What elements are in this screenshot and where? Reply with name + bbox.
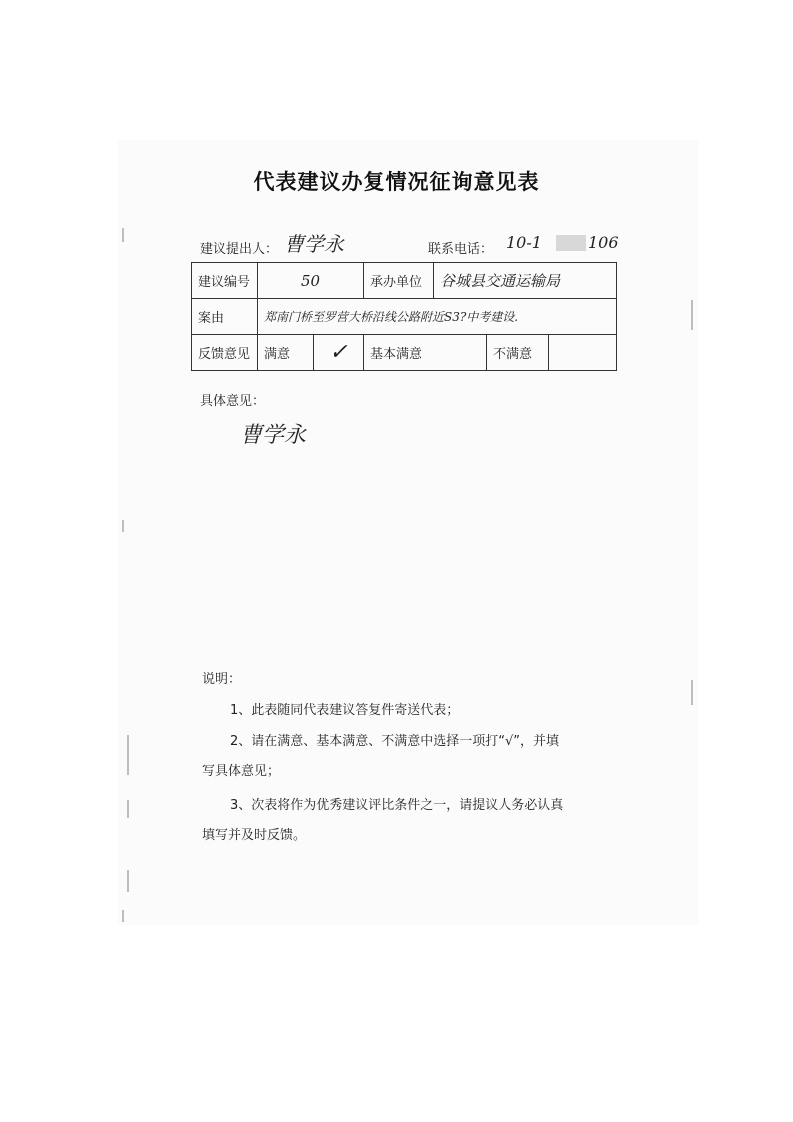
satisfied-check-mark: ✓	[314, 335, 364, 371]
scan-edge-mark	[127, 870, 129, 892]
basic-satisfied-label: 基本满意	[364, 335, 487, 371]
phone-label: 联系电话：	[428, 242, 494, 257]
unsatisfied-label: 不满意	[487, 335, 549, 371]
number-value: 50	[258, 263, 364, 299]
scan-edge-mark	[127, 735, 129, 775]
satisfied-label: 满意	[258, 335, 314, 371]
scan-edge-mark	[122, 228, 124, 242]
feedback-form-table	[191, 262, 617, 371]
unit-value: 谷城县交通运输局	[434, 263, 617, 299]
note-item-2-line-1: 2、请在满意、基本满意、不满意中选择一项打“√”，并填	[230, 734, 560, 749]
case-value: 郑南门桥至罗营大桥沿线公路附近S3?中考建设.	[258, 299, 617, 335]
scan-edge-mark	[691, 300, 693, 330]
note-item-3-line-1: 3、次表将作为优秀建议评比条件之一，请提议人务必认真	[230, 798, 564, 813]
opinion-label: 具体意见：	[200, 394, 266, 409]
unsatisfied-check-cell	[549, 335, 617, 371]
proposer-label: 建议提出人：	[200, 242, 279, 257]
proposer-signature: 曹学永	[284, 232, 344, 256]
scan-edge-mark	[122, 520, 124, 532]
notes-heading: 说明：	[202, 672, 242, 687]
table-row	[192, 335, 617, 371]
case-label: 案由	[192, 299, 258, 335]
unit-label: 承办单位	[364, 263, 434, 299]
note-item-2-line-2: 写具体意见；	[202, 764, 281, 779]
phone-number-end: 106	[588, 233, 619, 252]
number-label: 建议编号	[192, 263, 258, 299]
phone-redaction	[556, 235, 586, 251]
scan-edge-mark	[691, 680, 693, 705]
scan-edge-mark	[122, 910, 124, 922]
page-title: 代表建议办复情况征询意见表	[253, 170, 540, 194]
note-item-3-line-2: 填写并及时反馈。	[202, 828, 307, 843]
feedback-label: 反馈意见	[192, 335, 258, 371]
table-row	[192, 263, 617, 299]
scan-edge-mark	[127, 800, 129, 818]
table-row	[192, 299, 617, 335]
opinion-signature: 曹学永	[240, 423, 307, 448]
phone-number-start: 10-1	[506, 233, 542, 252]
note-item-1: 1、此表随同代表建议答复件寄送代表；	[230, 703, 460, 718]
